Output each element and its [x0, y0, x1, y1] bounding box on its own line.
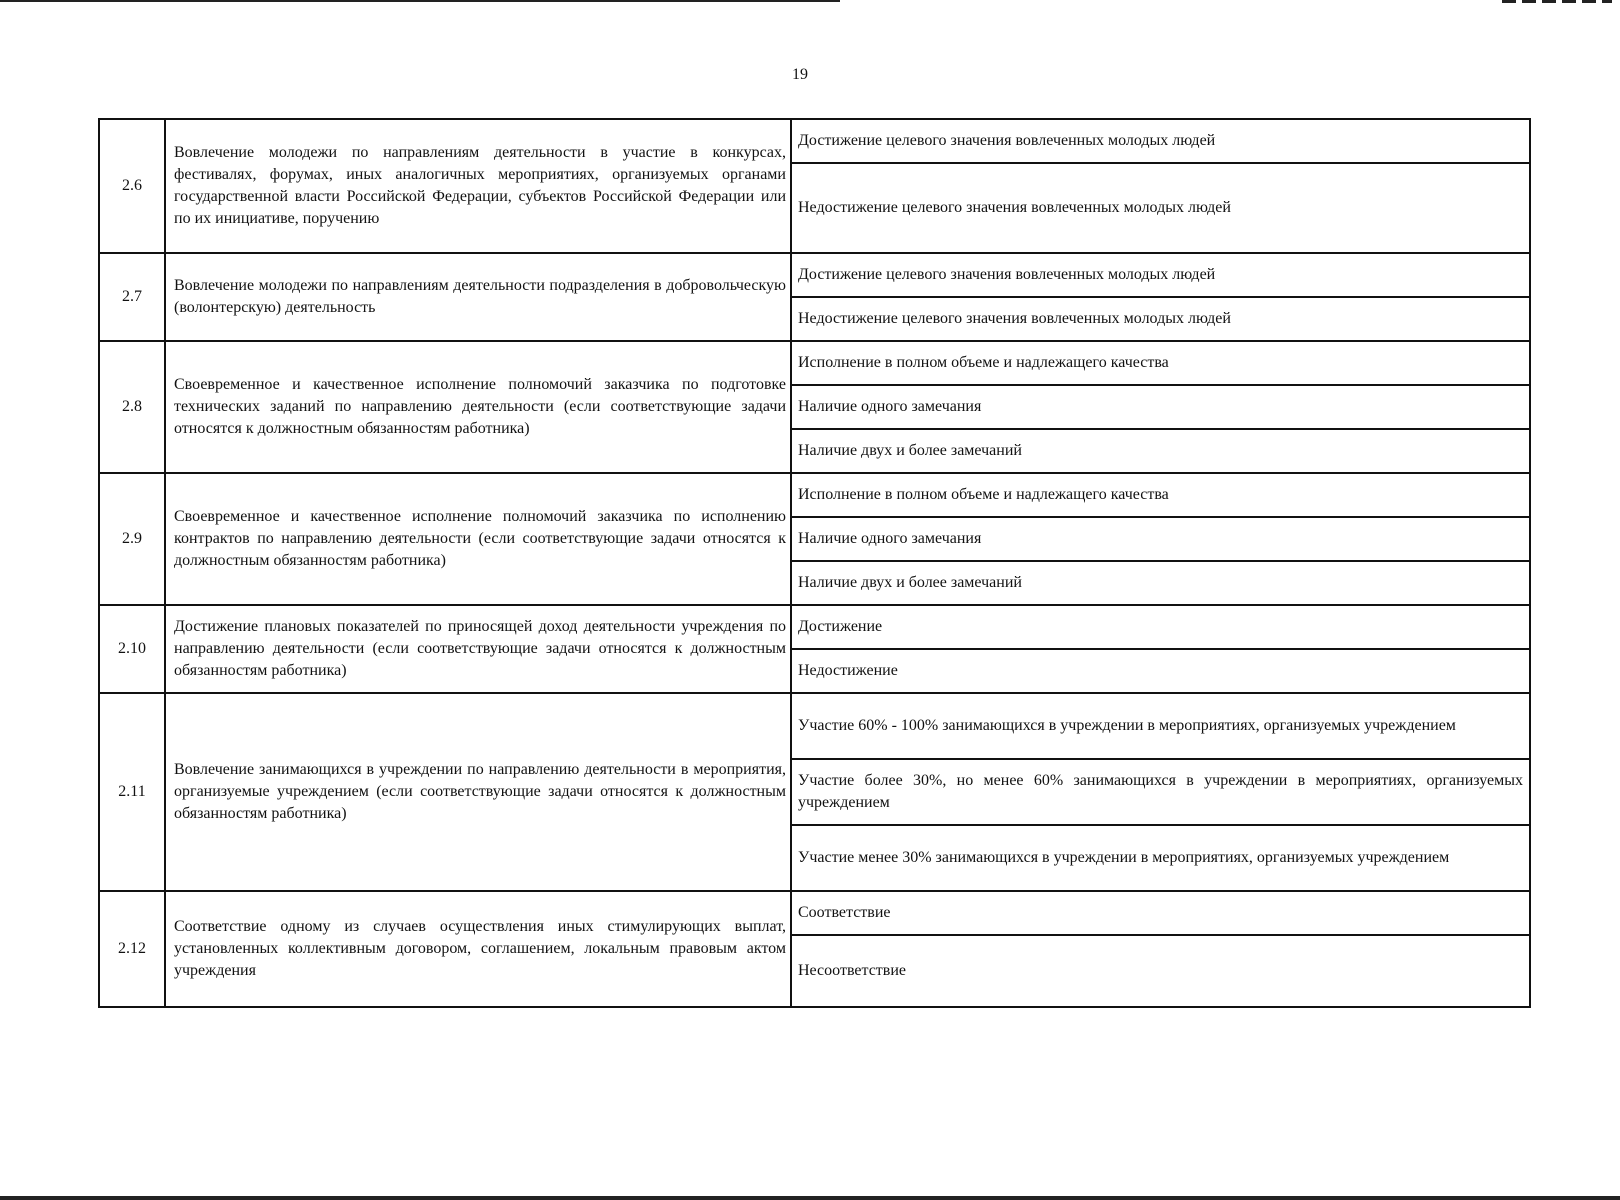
condition-cell: Участие менее 30% занимающихся в учреждении в мероприятиях, организуемых учреждением — [791, 825, 1530, 891]
criterion-text: Соответствие одному из случаев осуществления иных стимулирующих выплат, установленных коллективным договором, соглашением, локальным правовым актом учреждения — [165, 891, 791, 1007]
criterion-text: Достижение плановых показателей по приносящей доход деятельности учреждения по направлению деятельности (если соответствующие задачи относятся к должностным обязанностям работника) — [165, 605, 791, 693]
condition-cell: Наличие двух и более замечаний — [791, 561, 1530, 605]
row-number: 2.10 — [99, 605, 165, 693]
row-number: 2.12 — [99, 891, 165, 1007]
row-number: 2.6 — [99, 119, 165, 253]
condition-cell: Наличие одного замечания — [791, 385, 1530, 429]
condition-cell: Недостижение целевого значения вовлеченных молодых людей — [791, 297, 1530, 341]
table-row-2-12 — [99, 891, 1530, 935]
criterion-text: Вовлечение занимающихся в учреждении по направлению деятельности в мероприятия, организуемые учреждением (если соответствующие задачи относятся к должностным обязанностям работника) — [165, 693, 791, 891]
condition-cell: Соответствие — [791, 891, 1530, 935]
page-number: 19 — [792, 66, 808, 83]
criteria-table — [98, 118, 1531, 1008]
table-row-2-10 — [99, 605, 1530, 649]
condition-cell: Участие более 30%, но менее 60% занимающихся в учреждении в мероприятиях, организуемых учреждением — [791, 759, 1530, 825]
table-row-2-7 — [99, 253, 1530, 297]
scan-edge-top-right — [1502, 0, 1612, 3]
condition-cell: Недостижение целевого значения вовлеченных молодых людей — [791, 163, 1530, 253]
criterion-text: Вовлечение молодежи по направлениям деятельности в участие в конкурсах, фестивалях, форумах, иных аналогичных мероприятиях, организуемых органами государственной власти Российской Федерации, субъектов Российской Федерации или по их инициативе, поручению — [165, 119, 791, 253]
table-row-2-11 — [99, 693, 1530, 759]
condition-cell: Достижение — [791, 605, 1530, 649]
condition-cell: Исполнение в полном объеме и надлежащего качества — [791, 473, 1530, 517]
table-row-2-8 — [99, 341, 1530, 385]
condition-cell: Недостижение — [791, 649, 1530, 693]
scan-edge-top — [0, 0, 840, 2]
row-number: 2.8 — [99, 341, 165, 473]
condition-cell: Достижение целевого значения вовлеченных молодых людей — [791, 119, 1530, 163]
condition-cell: Участие 60% - 100% занимающихся в учреждении в мероприятиях, организуемых учреждением — [791, 693, 1530, 759]
criterion-text: Своевременное и качественное исполнение полномочий заказчика по подготовке технических заданий по направлению деятельности (если соответствующие задачи относятся к должностным обязанностям работника) — [165, 341, 791, 473]
condition-cell: Наличие одного замечания — [791, 517, 1530, 561]
condition-cell: Наличие двух и более замечаний — [791, 429, 1530, 473]
row-number: 2.9 — [99, 473, 165, 605]
scan-edge-bottom — [0, 1196, 1620, 1200]
row-number: 2.11 — [99, 693, 165, 891]
condition-cell: Несоответствие — [791, 935, 1530, 1007]
condition-cell: Исполнение в полном объеме и надлежащего качества — [791, 341, 1530, 385]
criterion-text: Своевременное и качественное исполнение полномочий заказчика по исполнению контрактов по направлению деятельности (если соответствующие задачи относятся к должностным обязанностям работника) — [165, 473, 791, 605]
table-row-2-6 — [99, 119, 1530, 163]
condition-cell: Достижение целевого значения вовлеченных молодых людей — [791, 253, 1530, 297]
criterion-text: Вовлечение молодежи по направлениям деятельности подразделения в добровольческую (волонтерскую) деятельность — [165, 253, 791, 341]
row-number: 2.7 — [99, 253, 165, 341]
table-row-2-9 — [99, 473, 1530, 517]
